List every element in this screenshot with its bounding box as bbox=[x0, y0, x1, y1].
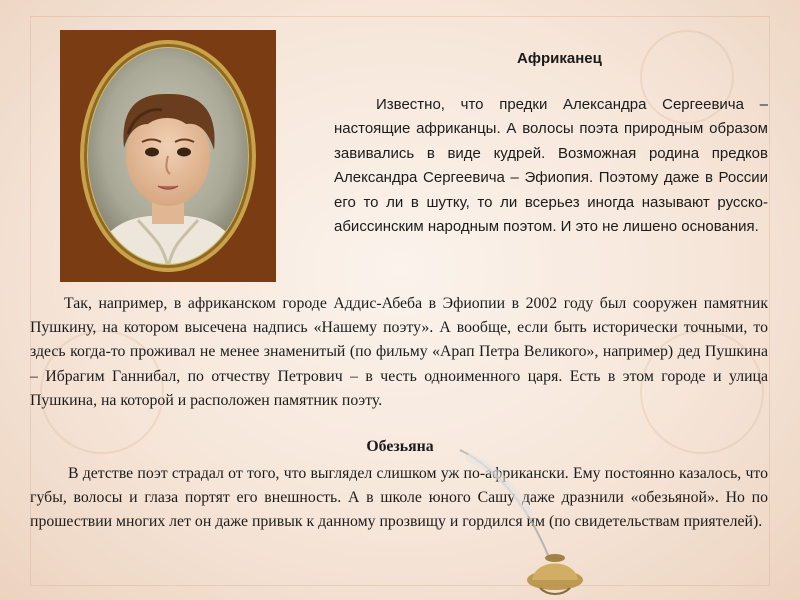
section-title-monkey: Обезьяна bbox=[366, 438, 434, 455]
paragraph-african-origin bbox=[334, 93, 768, 239]
quill-inkwell-decoration bbox=[440, 430, 620, 600]
section-title-african: Африканец bbox=[517, 50, 602, 67]
paragraph-text: Известно, что предки Александра Сергеевича – настоящие африканцы. А волосы поэта природным образом завивались в виде кудрей. Возможная родина предков Александра Сергеевича – Эфиопия. Поэтому даже в России его то ли в шутку, то ли всерьез иногда называют русско-абиссинским народным поэтом. И это не лишено основания. bbox=[334, 96, 768, 236]
paragraph-text: В детстве поэт страдал от того, что выглядел слишком уж по-африкански. Ему постоянно казалось, что губы, волосы и глаза портят его внешность. А в школе юного Сашу даже дразнили «обезьяной». Но по прошествии многих лет он даже привык к данному прозвищу и гордился им (по свидетельствам приятелей). bbox=[30, 465, 768, 531]
paragraph-text: Так, например, в африканском городе Аддис-Абеба в Эфиопии в 2002 году был сооружен памятник Пушкину, на котором высечена надпись «Нашему поэту». А вообще, если быть исторически точными, то здесь когда-то проживал не менее знаменитый (по фильму «Арап Петра Великого», например) дед Пушкина – Ибрагим Ганнибал, по отчеству Петрович – в честь одноименного царя. Есть в этом городе и улица Пушкина, на которой и расположен памятник поэту. bbox=[30, 295, 768, 409]
portrait-oval bbox=[78, 38, 258, 274]
paragraph-childhood bbox=[30, 462, 768, 535]
portrait-image bbox=[60, 30, 276, 282]
paragraph-addis-ababa bbox=[30, 292, 768, 413]
